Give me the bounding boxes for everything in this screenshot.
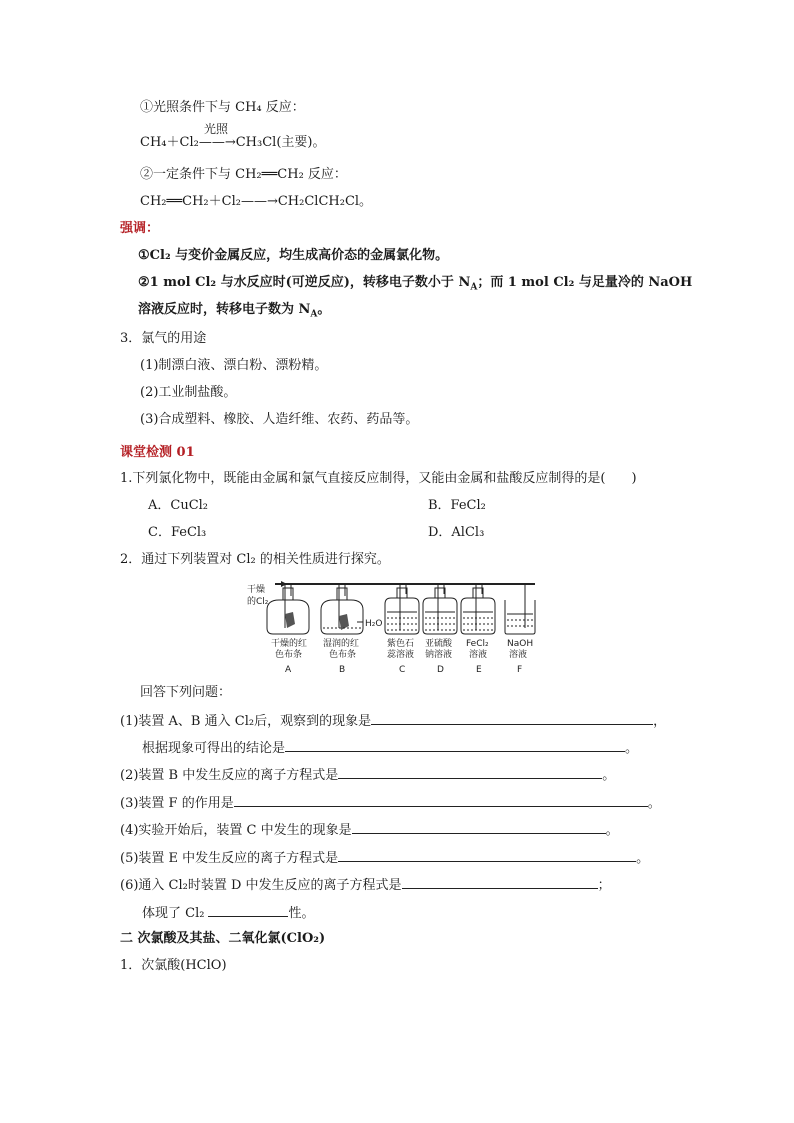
uses-heading: 3．氯气的用途 [120, 331, 207, 346]
uses-item-1: (1)制漂白液、漂白粉、漂粉精。 [140, 358, 328, 373]
answer-blank-6b[interactable] [208, 902, 288, 917]
emphasis-2a-text: ②1 mol Cl₂ 与水反应时(可逆反应)，转移电子数小于 N [138, 275, 471, 290]
bottle-e [461, 584, 495, 634]
question-1-stem: 1.下列氯化物中，既能由金属和氯气直接反应制得，又能由金属和盐酸反应制得的是( ) [120, 471, 637, 486]
bottle-e-letter: E [476, 665, 482, 675]
section-2-item-1: 1．次氯酸(HClO) [120, 958, 227, 973]
sub-question-2-text: (2)装置 B 中发生反应的离子方程式是 [120, 768, 339, 783]
answer-blank-1b[interactable] [285, 737, 625, 752]
beaker-f-label-1: NaOH [507, 639, 534, 649]
bottle-c-label-1: 紫色石 [387, 639, 415, 649]
bottle-e-label-1: FeCl₂ [466, 639, 489, 649]
inlet-label-2: 的Cl₂ [247, 597, 269, 607]
sub-question-3-text: (3)装置 F 的作用是 [120, 796, 234, 811]
reaction1-title: ①光照条件下与 CH₄ 反应： [140, 100, 305, 115]
bottle-a-label-2: 色布条 [275, 650, 303, 660]
apparatus-figure [245, 578, 550, 678]
uses-item-3: (3)合成塑料、橡胶、人造纤维、农药、药品等。 [140, 412, 419, 427]
bottle-d-label-1: 亚硫酸 [425, 639, 453, 649]
sub-question-6b [142, 902, 314, 924]
bottle-d-label-2: 钠溶液 [425, 650, 453, 660]
emphasis-2a-sub: A [470, 282, 478, 293]
inlet-label-1: 干燥 [247, 585, 266, 595]
bottle-b [321, 584, 363, 634]
bottle-e-label-2: 溶液 [469, 650, 488, 660]
emphasis-heading: 强调： [120, 221, 160, 236]
reaction1-equation [140, 133, 325, 153]
bottle-a [267, 584, 309, 634]
answer-blank-3[interactable] [234, 792, 648, 807]
emphasis-2c-text: 溶液反应时，转移电子数为 N [138, 302, 311, 317]
beaker-f [505, 584, 535, 634]
reaction1-left: CH₄＋Cl₂ [140, 135, 199, 150]
bottle-b-label-1: 湿润的红 [323, 639, 360, 649]
bottle-b-label-2: 色布条 [329, 650, 357, 660]
reaction1-arrow: ——→ [198, 135, 236, 150]
emphasis-2b-text: ；而 1 mol Cl₂ 与足量冷的 NaOH [477, 275, 693, 290]
emphasis-point-2-line1 [138, 273, 692, 298]
reaction1-right: CH₃Cl(主要)。 [235, 135, 326, 150]
answer-blank-5[interactable] [338, 847, 636, 862]
bottle-a-label-1: 干燥的红 [271, 639, 308, 649]
reaction2-equation: CH₂══CH₂＋Cl₂——→CH₂ClCH₂Cl。 [140, 194, 373, 209]
bottle-d [423, 584, 457, 634]
sub-question-5-end: 。 [636, 851, 650, 866]
bottle-b-letter: B [339, 665, 346, 675]
reaction2-title: ②一定条件下与 CH₂══CH₂ 反应： [140, 167, 347, 182]
answer-blank-4[interactable] [352, 819, 606, 834]
sub-question-6-text: (6)通入 Cl₂时装置 D 中发生反应的离子方程式是 [120, 878, 402, 893]
emphasis-2d-text: 。 [317, 302, 331, 317]
quiz-heading: 课堂检测 01 [120, 445, 195, 460]
question-1-option-a[interactable]: A．CuCl₂ [148, 498, 209, 513]
sub-question-1a [120, 710, 666, 732]
beaker-f-label-2: 溶液 [509, 650, 528, 660]
question-1-option-b[interactable]: B．FeCl₂ [428, 498, 486, 513]
question-1-option-c[interactable]: C．FeCl₃ [148, 525, 207, 540]
sub-question-4-end: 。 [605, 823, 619, 838]
bottle-d-letter: D [437, 665, 444, 675]
emphasis-2c-sub: A [310, 309, 318, 320]
emphasis-point-2-line2 [138, 300, 330, 325]
sub-question-2 [120, 764, 615, 786]
section-2-heading: 二 次氯酸及其盐、二氧化氯(ClO₂) [120, 931, 326, 946]
sub-question-2-end: 。 [602, 768, 616, 783]
sub-question-1a-text: (1)装置 A、B 通入 Cl₂后，观察到的现象是 [120, 714, 372, 729]
sub-question-4 [120, 819, 619, 841]
sub-question-6 [120, 874, 611, 896]
beaker-f-letter: F [517, 665, 523, 675]
sub-question-6-end: ； [597, 878, 611, 893]
flow-arrow-icon [281, 581, 287, 587]
sub-question-4-text: (4)实验开始后，装置 C 中发生的现象是 [120, 823, 352, 838]
sub-question-1a-end: ， [653, 714, 667, 729]
reaction1-condition: 光照 [204, 122, 229, 136]
sub-question-1b-text: 根据现象可得出的结论是 [142, 741, 286, 756]
bottle-c-letter: C [399, 665, 406, 675]
sub-question-1b-end: 。 [625, 741, 639, 756]
answer-blank-6[interactable] [402, 874, 598, 889]
answer-blank-1a[interactable] [371, 710, 653, 725]
uses-item-2: (2)工业制盐酸。 [140, 385, 237, 400]
question-1-option-d[interactable]: D．AlCl₃ [428, 525, 485, 540]
sub-question-5-text: (5)装置 E 中发生反应的离子方程式是 [120, 851, 339, 866]
bottle-c-label-2: 蕊溶液 [387, 650, 415, 660]
emphasis-point-1: ①Cl₂ 与变价金属反应，均生成高价态的金属氯化物。 [138, 248, 449, 263]
sub-question-3-end: 。 [647, 796, 661, 811]
sub-question-5 [120, 847, 649, 869]
bottle-c [385, 584, 419, 634]
sub-question-1b [142, 737, 638, 759]
answer-intro: 回答下列问题： [140, 685, 232, 700]
sub-question-3 [120, 792, 661, 814]
water-label: H₂O [365, 619, 383, 629]
question-2-stem: 2．通过下列装置对 Cl₂ 的相关性质进行探究。 [120, 552, 390, 567]
sub-question-6b-end: 性。 [288, 906, 315, 921]
bottle-a-letter: A [285, 665, 292, 675]
answer-blank-2[interactable] [338, 764, 602, 779]
sub-question-6b-text: 体现了 Cl₂ [142, 906, 205, 921]
